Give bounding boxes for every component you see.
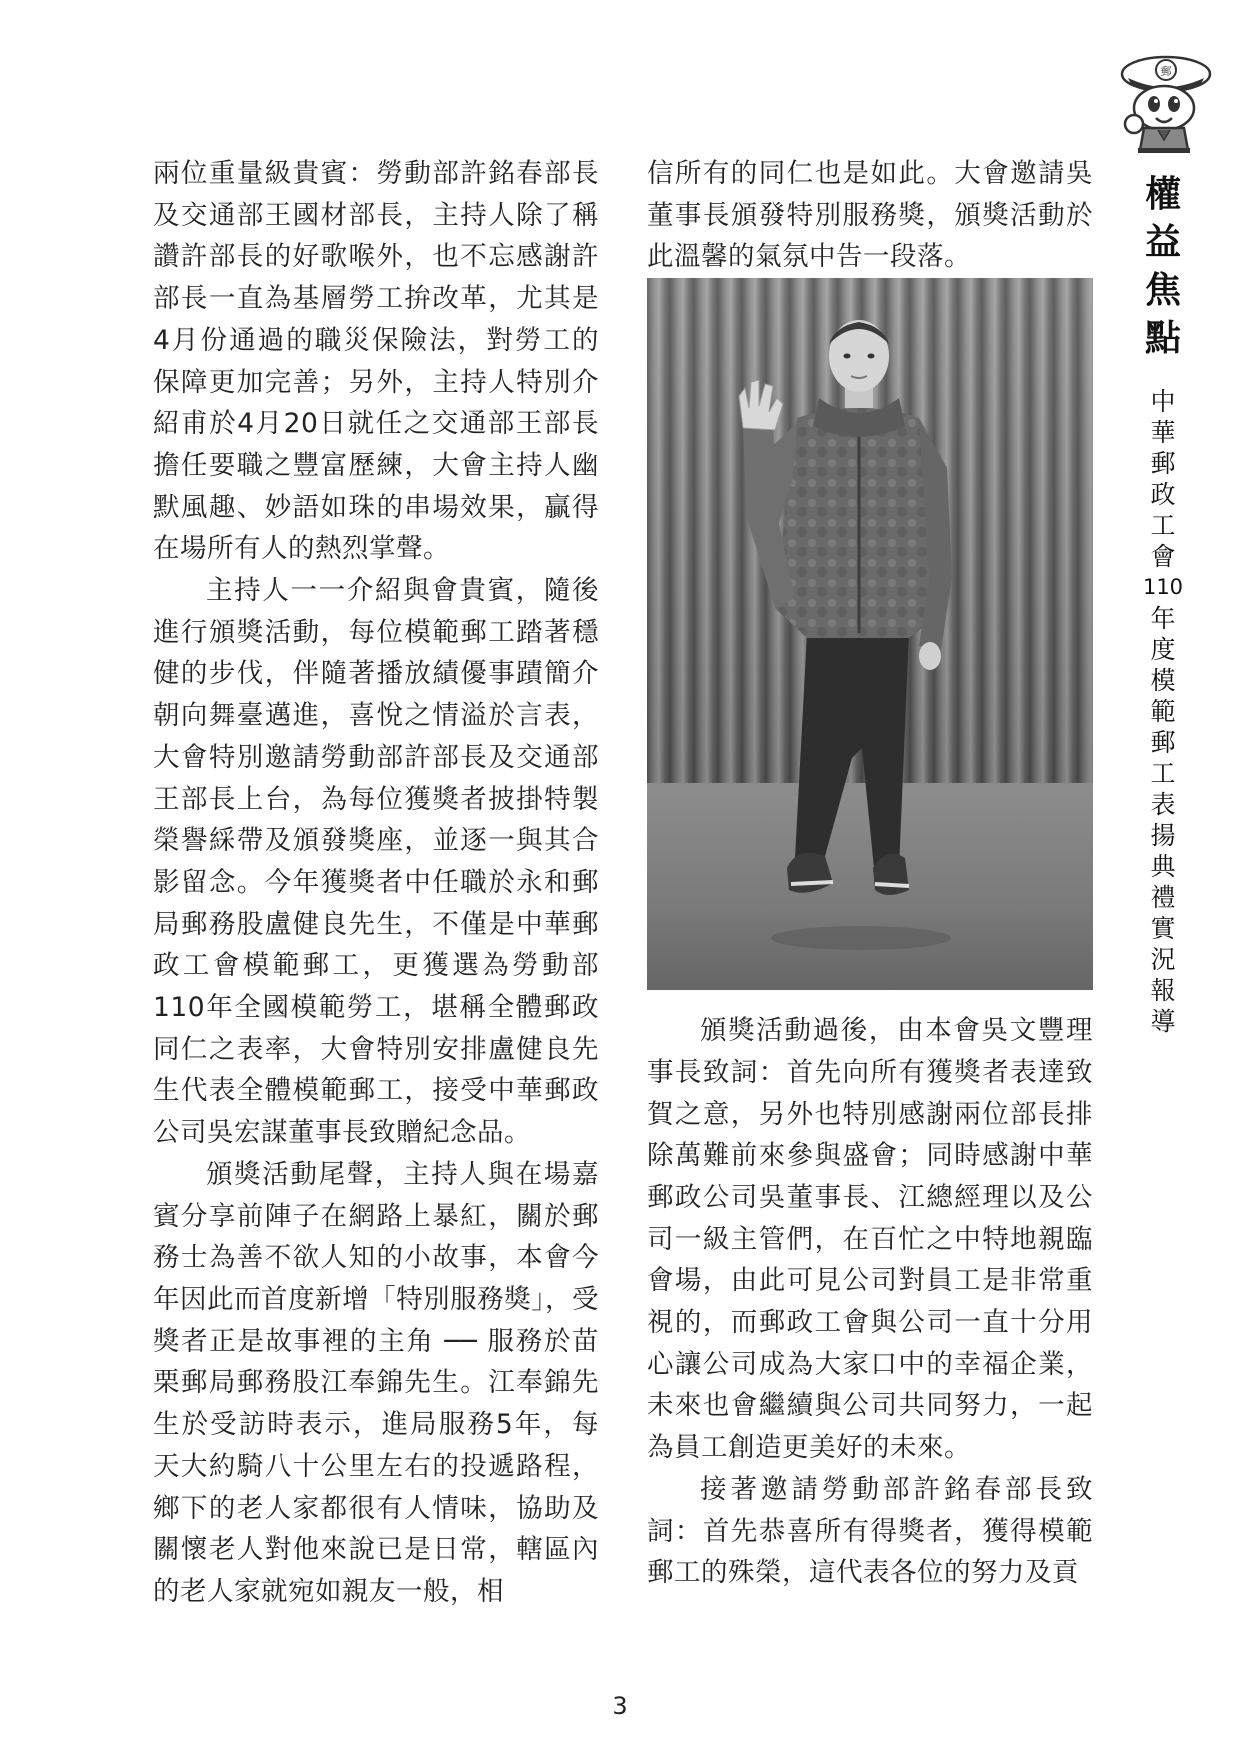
article-title-char: 實 — [1150, 914, 1176, 943]
page-number: 3 — [612, 1692, 628, 1720]
article-title-char: 工 — [1150, 759, 1176, 788]
left-column — [153, 153, 599, 1613]
article-title-char: 況 — [1150, 945, 1176, 974]
paragraph: 接著邀請勞動部許銘春部長致詞：首先恭喜所有得獎者，獲得模範郵工的殊榮，這代表各位的努力及貢 — [647, 1473, 1093, 1589]
section-title-char: 焦 — [1144, 269, 1181, 311]
article-title-char: 禮 — [1150, 883, 1176, 912]
article-title — [1128, 386, 1198, 1037]
article-title-char: 典 — [1150, 852, 1176, 881]
article-title-char: 揚 — [1150, 821, 1176, 850]
article-title-char: 郵 — [1150, 449, 1176, 478]
article-title-char: 中 — [1150, 387, 1176, 416]
sidebar — [1128, 170, 1198, 1037]
article-title-char: 政 — [1150, 480, 1176, 509]
mascot-badge: 郵 — [1160, 65, 1172, 78]
article-title-char: 模 — [1150, 666, 1176, 695]
paragraph: 主持人一一介紹與會貴賓，隨後進行頒獎活動，每位模範郵工踏著穩健的步伐，伴隨著播放績優事蹟簡介朝向舞臺邁進，喜悅之情溢於言表，大會特別邀請勞動部許部長及交通部王部長上台，為每位獲獎者披掛特製榮譽綵帶及頒發獎座，並逐一與其合影留念。今年獲獎者中任職於永和郵局郵務股盧健良先生，不僅是中華郵政工會模範郵工，更獲選為勞動部110年全國模範勞工，堪稱全體郵政同仁之表率，大會特別安排盧健良先生代表全體模範郵工，接受中華郵政公司吳宏謀董事長致贈紀念品。 — [153, 575, 599, 1149]
person-figure — [647, 278, 1093, 990]
award-recipient-photo — [647, 278, 1093, 990]
article-title-char: 郵 — [1150, 728, 1176, 757]
postal-worker-mascot-icon — [1108, 44, 1220, 156]
paragraph: 頒獎活動尾聲，主持人與在場嘉賓分享前陣子在網路上暴紅，關於郵務士為善不欲人知的小故事，本會今年因此而首度新增「特別服務獎」，受獎者正是故事裡的主角 ── 服務於苗栗郵局郵務股江奉錦先生。江奉錦先生於受訪時表示，進局服務5年，每天大約騎八十公里左右的投遞路程，鄉下的老人家都很有人情味，協助及關懷老人對他來說已是日常，轄區內的老人家就宛如親友一般，相 — [153, 1158, 599, 1607]
article-title-char: 範 — [1150, 697, 1176, 726]
article-title-char: 度 — [1150, 635, 1176, 664]
right-column — [647, 153, 1093, 1594]
paragraph: 信所有的同仁也是如此。大會邀請吳董事長頒發特別服務獎，頒獎活動於此溫馨的氣氛中告一段落。 — [647, 158, 1093, 273]
article-title-year: 110 — [1142, 575, 1184, 599]
article-title-char: 報 — [1150, 976, 1176, 1005]
paragraph: 頒獎活動過後，由本會吳文豐理事長致詞：首先向所有獲獎者表達致賀之意，另外也特別感謝兩位部長排除萬難前來參與盛會；同時感謝中華郵政公司吳董事長、江總經理以及公司一級主管們，在百忙之中特地親臨會場，由此可見公司對員工是非常重視的，而郵政工會與公司一直十分用心讓公司成為大家口中的幸福企業，未來也會繼續與公司共同努力，一起為員工創造更美好的未來。 — [647, 1015, 1093, 1464]
article-title-char: 華 — [1150, 418, 1176, 447]
section-title-char: 點 — [1144, 317, 1181, 359]
section-title-char: 權 — [1144, 173, 1181, 215]
section-title-char: 益 — [1144, 221, 1181, 263]
article-title-char: 表 — [1150, 790, 1176, 819]
paragraph: 兩位重量級貴賓：勞動部許銘春部長及交通部王國材部長，主持人除了稱讚許部長的好歌喉外，也不忘感謝許部長一直為基層勞工拚改革，尤其是4月份通過的職災保險法，對勞工的保障更加完善；另外，主持人特別介紹甫於4月20日就任之交通部王部長擔任要職之豐富歷練，大會主持人幽默風趣、妙語如珠的串場效果，贏得在場所有人的熱烈掌聲。 — [153, 158, 599, 565]
article-title-char: 導 — [1150, 1007, 1176, 1036]
article-title-char: 工 — [1150, 511, 1176, 540]
section-title — [1128, 170, 1198, 362]
article-title-char: 會 — [1150, 542, 1176, 571]
article-title-char: 年 — [1150, 604, 1176, 633]
